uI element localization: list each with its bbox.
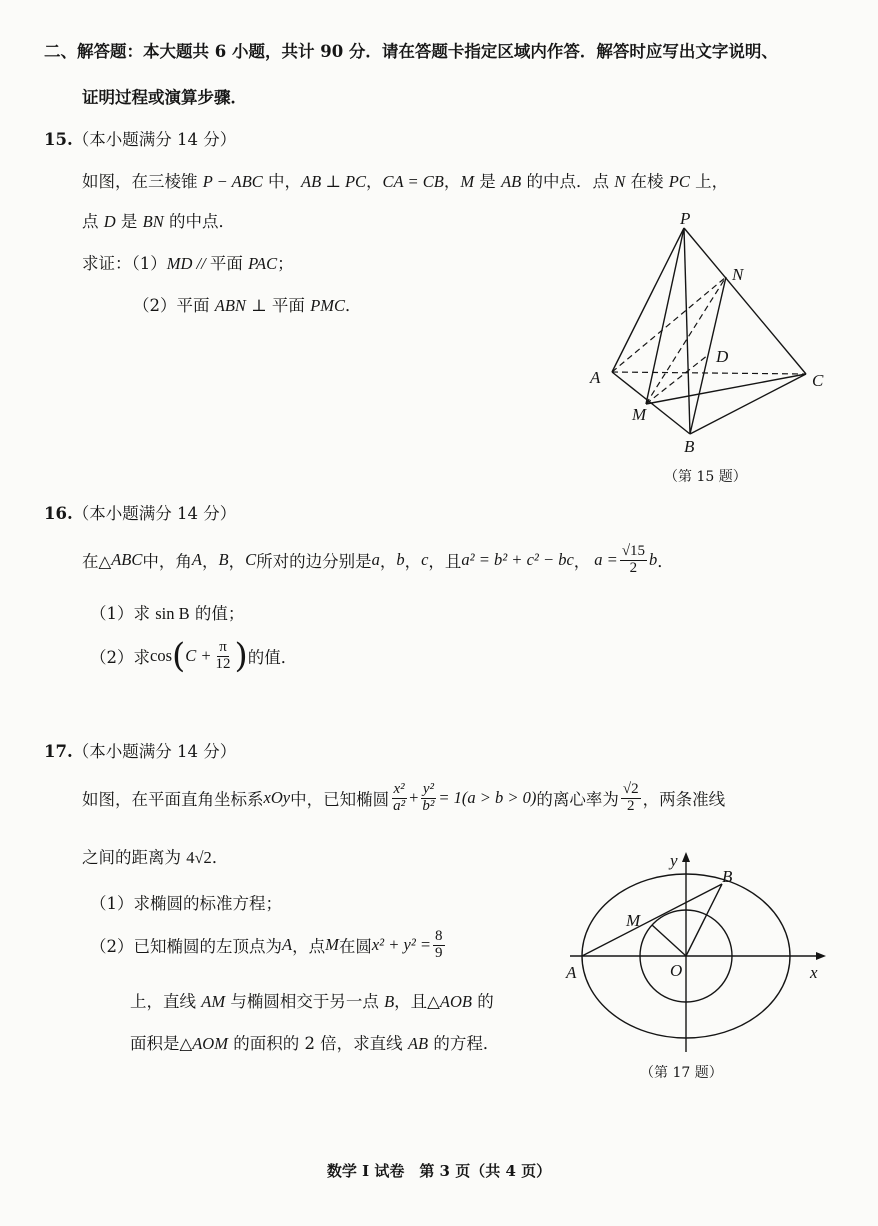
q16-text: 的值； (189, 604, 245, 623)
q15-math: D (103, 212, 116, 231)
label-D: D (716, 347, 729, 366)
q15-prove-1 (82, 250, 294, 274)
q17-math: B (384, 992, 395, 1011)
q17-circle-num: 8 (435, 927, 443, 944)
q15-math: PC (668, 172, 690, 191)
q17-frac-y (420, 782, 436, 815)
label-O: O (670, 961, 683, 980)
q16-text: （2）求 (90, 648, 150, 667)
q15-math: MD // (166, 254, 210, 273)
q15-text: ⊥ 平面 (245, 296, 311, 315)
label-M: M (632, 405, 647, 424)
q17-score: （本小题满分 14 分） (72, 742, 237, 761)
q16-number: 16. (44, 504, 73, 523)
q16-fraction (620, 544, 647, 577)
q17-ellipse-figure (560, 846, 840, 1062)
q15-math: N (614, 172, 626, 191)
label-A: A (590, 368, 601, 387)
q17-math: AOB (439, 992, 472, 1011)
q16-math: sin B (155, 604, 190, 623)
q16-math: C + (185, 646, 212, 665)
q17-text: 面积是△ (130, 1034, 193, 1053)
q16-score: （本小题满分 14 分） (72, 504, 237, 523)
q17-circle-fraction (433, 929, 445, 962)
q15-math: BN (142, 212, 164, 231)
q17-stem-line1 (82, 774, 725, 822)
y-axis-arrow (682, 852, 690, 862)
edge-AN-hidden (612, 277, 726, 372)
q17-frac-y-den: b² (422, 797, 435, 814)
q16-text: 在△ (82, 552, 112, 571)
q17-math: M (325, 935, 339, 954)
q15-caption: （第 15 题） (664, 469, 747, 485)
edge-PA (612, 228, 684, 372)
q17-text: 之间的距离为 (82, 848, 187, 867)
section-header-line2: 证明过程或演算步骤． (82, 88, 247, 107)
q15-pyramid-figure (580, 210, 840, 460)
q16-math: cos (150, 646, 172, 665)
q16-math: c (421, 550, 429, 569)
q15-math: CA = CB (382, 172, 444, 191)
q16-text: 所对的边分别是 (256, 552, 372, 571)
q17-text: ，点 (292, 937, 326, 956)
q15-math: PMC (310, 296, 346, 315)
q17-math: AB (407, 1034, 429, 1053)
q17-number: 17. (44, 742, 73, 761)
segment-OB (686, 884, 722, 956)
label-x: x (810, 963, 818, 982)
q17-text: 与椭圆相交于另一点 (225, 992, 385, 1011)
q15-math: AB (501, 172, 522, 191)
q15-text: ， (366, 172, 383, 191)
q16-math: a (371, 550, 380, 569)
q17-text: 的 (471, 992, 494, 1011)
q16-math: A (191, 550, 202, 569)
q15-math: M (460, 172, 475, 191)
q17-math: x² + y² = (371, 935, 432, 954)
q16-math: ABC (111, 550, 143, 569)
q16-text: ， (379, 552, 397, 571)
q17-text: ，且△ (394, 992, 440, 1011)
edge-BC (690, 374, 806, 434)
label-B: B (684, 437, 695, 456)
q15-math: AB ⊥ PC (301, 172, 367, 191)
q15-stem-line1 (82, 168, 728, 192)
q15-text: ； (277, 254, 294, 273)
q16-math: B (218, 550, 229, 569)
q16-math: b (396, 550, 405, 569)
q16-text: 中，角 (142, 552, 192, 571)
q15-text: 是 (115, 212, 143, 231)
q17-math: AOM (192, 1034, 228, 1053)
line-AB (582, 884, 722, 956)
q17-plus: + (409, 788, 419, 807)
q17-math: AM (201, 992, 226, 1011)
label-N: N (732, 265, 744, 284)
x-axis-arrow (816, 952, 826, 960)
q17-stem-line2 (82, 844, 228, 868)
q17-caption: （第 17 题） (640, 1065, 723, 1081)
q16-text: ． (657, 552, 674, 571)
q16-part1 (90, 600, 244, 624)
page-footer: 数学 I 试卷 第 3 页（共 4 页） (326, 1162, 552, 1180)
q15-text: 如图，在三棱锥 (82, 172, 203, 191)
q17-math: 4√2 (186, 848, 212, 867)
q15-stem-line2 (82, 208, 235, 232)
q15-text: 求证：（1） (82, 254, 167, 273)
q17-text: ，两条准线 (642, 790, 726, 809)
edge-AC-hidden (612, 372, 806, 374)
q16-text: ， (228, 552, 246, 571)
q16-stem (82, 538, 674, 582)
q15-text: 中， (262, 172, 302, 191)
q15-score: （本小题满分 14 分） (72, 130, 237, 149)
q15-math: ABN (214, 296, 246, 315)
q16-right-paren: ) (234, 636, 248, 676)
q16-math: b (649, 550, 658, 569)
q17-part1: （1）求椭圆的标准方程； (90, 894, 282, 913)
label-C: C (812, 371, 824, 390)
section-header-line1: 二、解答题：本大题共 6 小题，共计 90 分．请在答题卡指定区域内作答．解答时应写出文字说明、 (44, 42, 778, 61)
q17-math: = 1(a > b > 0) (438, 788, 537, 807)
q17-text: 的方程． (428, 1034, 500, 1053)
q15-text: 平面 (209, 254, 249, 273)
q17-frac-y-num: y² (422, 780, 434, 797)
q16-pi-fraction (214, 640, 233, 673)
q16-text: （1）求 (90, 604, 156, 623)
label-P: P (680, 210, 691, 228)
q17-part2-line2 (130, 988, 494, 1012)
q15-text: ， (443, 172, 461, 191)
q17-frac-x (391, 782, 407, 815)
q16-text: ， (201, 552, 219, 571)
q17-text: 如图，在平面直角坐标系 (82, 790, 264, 809)
q17-part2-line1 (90, 922, 447, 968)
q15-text: 点 (82, 212, 104, 231)
q16-frac-den: 2 (629, 559, 638, 576)
q15-text: ． (345, 296, 362, 315)
q15-text: 上， (689, 172, 729, 191)
q17-text: 在圆 (338, 937, 372, 956)
edge-PM (646, 228, 684, 404)
label-B: B (722, 867, 733, 886)
q16-text: ， (573, 552, 591, 571)
q16-frac-num: √15 (621, 542, 646, 559)
q17-text: 上，直线 (130, 992, 202, 1011)
q16-part2 (90, 632, 297, 680)
q17-text: 的面积的 2 倍，求直线 (227, 1034, 408, 1053)
label-A: A (566, 963, 577, 982)
q16-header (44, 500, 236, 524)
q16-text: ， (404, 552, 422, 571)
q17-text: 中，已知椭圆 (290, 790, 390, 809)
q16-text: 的值． (247, 648, 298, 667)
segment-OM (652, 925, 686, 956)
q17-math: xOy (263, 788, 291, 807)
q15-text: 的中点． (163, 212, 236, 231)
q17-circle-den: 9 (435, 944, 443, 961)
q15-number: 15. (44, 130, 73, 149)
edge-MC (646, 374, 806, 404)
q15-text: 是 (474, 172, 502, 191)
q15-text: （2）平面 (133, 296, 215, 315)
q17-part2-line3 (130, 1030, 499, 1054)
q16-math: C (245, 550, 257, 569)
q17-ecc-fraction (621, 782, 641, 815)
q17-text: ． (211, 848, 229, 867)
q17-frac-x-den: a² (393, 797, 406, 814)
q17-text: （2）已知椭圆的左顶点为 (90, 937, 282, 956)
q17-ecc-den: 2 (627, 797, 635, 814)
edge-PB (684, 228, 690, 434)
q15-prove-2 (133, 292, 362, 316)
edge-PC (684, 228, 806, 374)
q16-text: ，且 (428, 552, 462, 571)
q17-frac-x-num: x² (393, 780, 405, 797)
q15-header (44, 126, 236, 150)
label-y: y (670, 851, 678, 870)
label-M: M (626, 911, 641, 930)
q15-math: PAC (248, 254, 278, 273)
q16-equation-2-lhs: a = (594, 550, 618, 569)
q17-text: 的离心率为 (536, 790, 619, 809)
q15-text: 的中点．点 (521, 172, 615, 191)
q17-math: A (282, 935, 293, 954)
q17-ecc-num: √2 (622, 780, 639, 797)
q17-header (44, 738, 236, 762)
q16-pi-den: 12 (215, 655, 231, 672)
q16-left-paren: ( (172, 636, 186, 676)
q15-text: 在棱 (625, 172, 669, 191)
q16-equation-1: a² = b² + c² − bc (461, 550, 574, 569)
q15-math: P − ABC (202, 172, 263, 191)
q16-pi-num: π (219, 638, 227, 655)
